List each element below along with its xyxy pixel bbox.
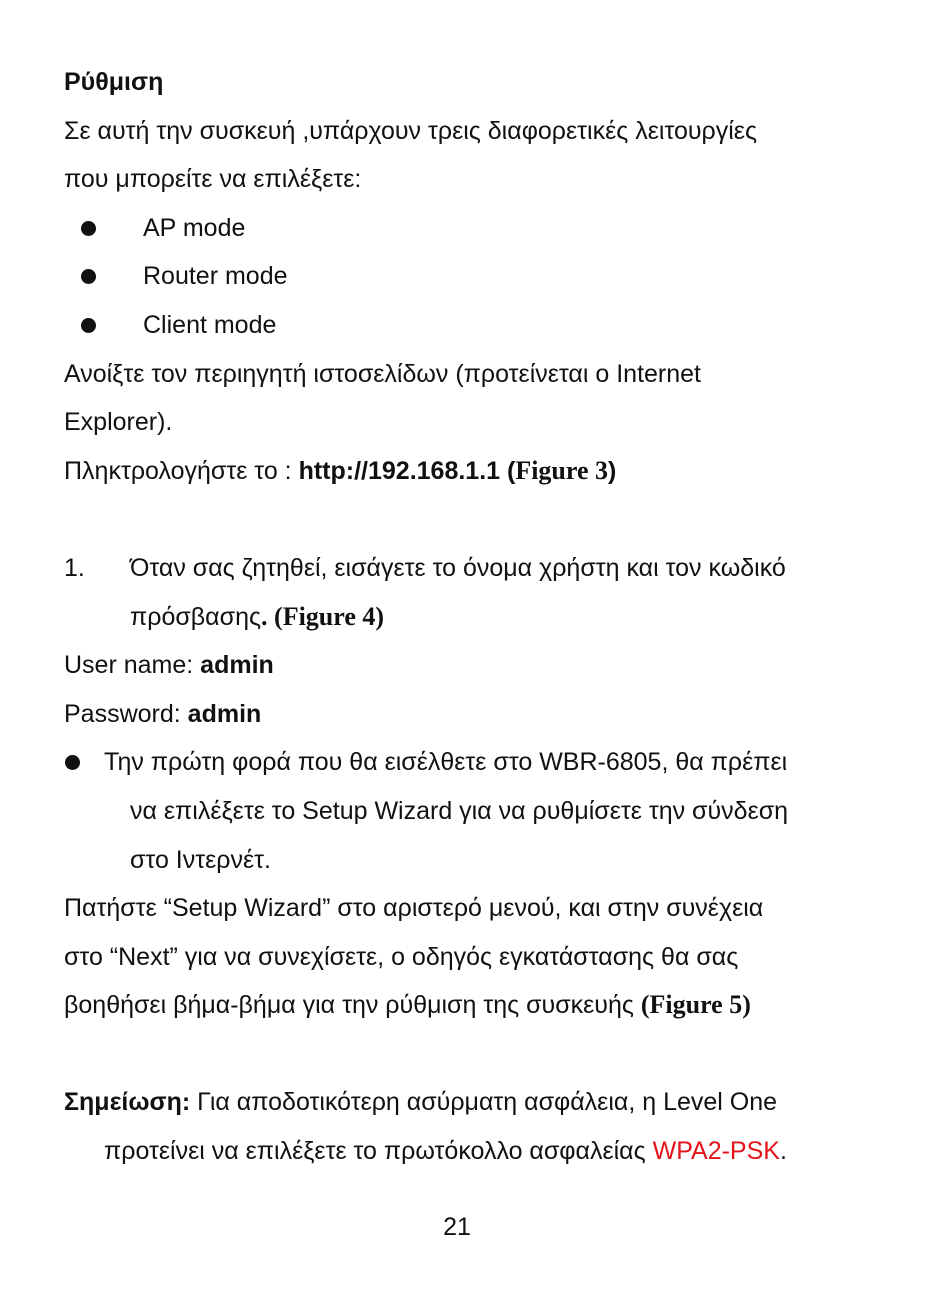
note-text-2: προτείνει να επιλέξετε το πρωτόκολλο ασφαλείας [104, 1137, 653, 1166]
password-label: Password: [64, 699, 188, 728]
step-1-line-1: Όταν σας ζητηθεί, εισάγετε το όνομα χρήστη και τον κωδικό [130, 553, 786, 582]
mode-list-item [64, 204, 894, 253]
browser-line-1: Ανοίξτε τον περιηγητή ιστοσελίδων (προτείνεται ο Internet [64, 359, 701, 388]
step-1 [64, 544, 894, 593]
wizard-line-1: Πατήστε “Setup Wizard” στο αριστερό μενού, και στην συνέχεια [64, 894, 764, 923]
username-line [64, 641, 894, 690]
note-period: . [779, 1137, 787, 1166]
note-label: Σημείωση: [64, 1088, 191, 1117]
bullet-icon [65, 755, 80, 770]
intro-line-2: που μπορείτε να επιλέξετε: [64, 165, 362, 194]
wizard-line-3-text: βοηθήσει βήμα-βήμα για την ρύθμιση της συσκευής [64, 991, 641, 1020]
step-number: 1. [64, 553, 85, 582]
security-protocol: WPA2-PSK [652, 1137, 780, 1166]
mode-label: Router mode [143, 262, 288, 291]
first-time-line-2: να επιλέξετε το Setup Wizard για να ρυθμίσετε την σύνδεση [130, 796, 789, 825]
intro-line-1: Σε αυτή την συσκευή ,υπάρχουν τρεις διαφορετικές λειτουργίες [64, 116, 758, 145]
note-line-2 [64, 1127, 894, 1176]
figure-ref-close: ) [742, 990, 751, 1020]
figure-ref-close: ) [608, 456, 617, 485]
section-heading: Ρύθμιση [64, 68, 164, 96]
figure-ref: Figure 3 [515, 455, 609, 485]
first-time-line-3: στο Ιντερνέτ. [130, 845, 271, 874]
figure-ref: . (Figure 4 [261, 601, 376, 631]
blank-line [64, 495, 894, 544]
mode-list-item [64, 301, 894, 350]
step-1-continuation [64, 593, 894, 642]
figure-ref-close: ) [375, 601, 385, 631]
note-line-1 [64, 1078, 894, 1127]
document-body [64, 58, 894, 1176]
first-time-note [64, 738, 894, 787]
router-url: http://192.168.1.1 ( [298, 456, 516, 485]
figure-ref: (Figure 5 [640, 990, 743, 1020]
page-number: 21 [443, 1213, 471, 1241]
url-prefix: Πληκτρολογήστε το : [64, 456, 299, 485]
step-1-line-2: πρόσβασης [130, 602, 262, 631]
password-line [64, 690, 894, 739]
first-time-line-1: Την πρώτη φορά που θα εισέλθετε στο WBR-6805, θα πρέπει [104, 748, 788, 777]
blank-line [64, 1030, 894, 1079]
browser-line-2: Explorer). [64, 408, 173, 437]
wizard-line-2: στο “Next” για να συνεχίσετε, ο οδηγός εγκατάστασης θα σας [64, 942, 739, 971]
mode-label: Client mode [143, 310, 277, 339]
mode-list-item [64, 252, 894, 301]
wizard-line-3 [64, 981, 894, 1030]
note-text-1: Για αποδοτικότερη ασύρματη ασφάλεια, η Level One [190, 1088, 778, 1117]
bullet-icon [81, 269, 96, 284]
bullet-icon [81, 318, 96, 333]
url-instruction [64, 447, 894, 496]
username-value: admin [200, 651, 274, 680]
password-value: admin [187, 699, 262, 728]
bullet-icon [81, 221, 96, 236]
mode-label: AP mode [143, 213, 246, 242]
username-label: User name: [64, 651, 201, 680]
